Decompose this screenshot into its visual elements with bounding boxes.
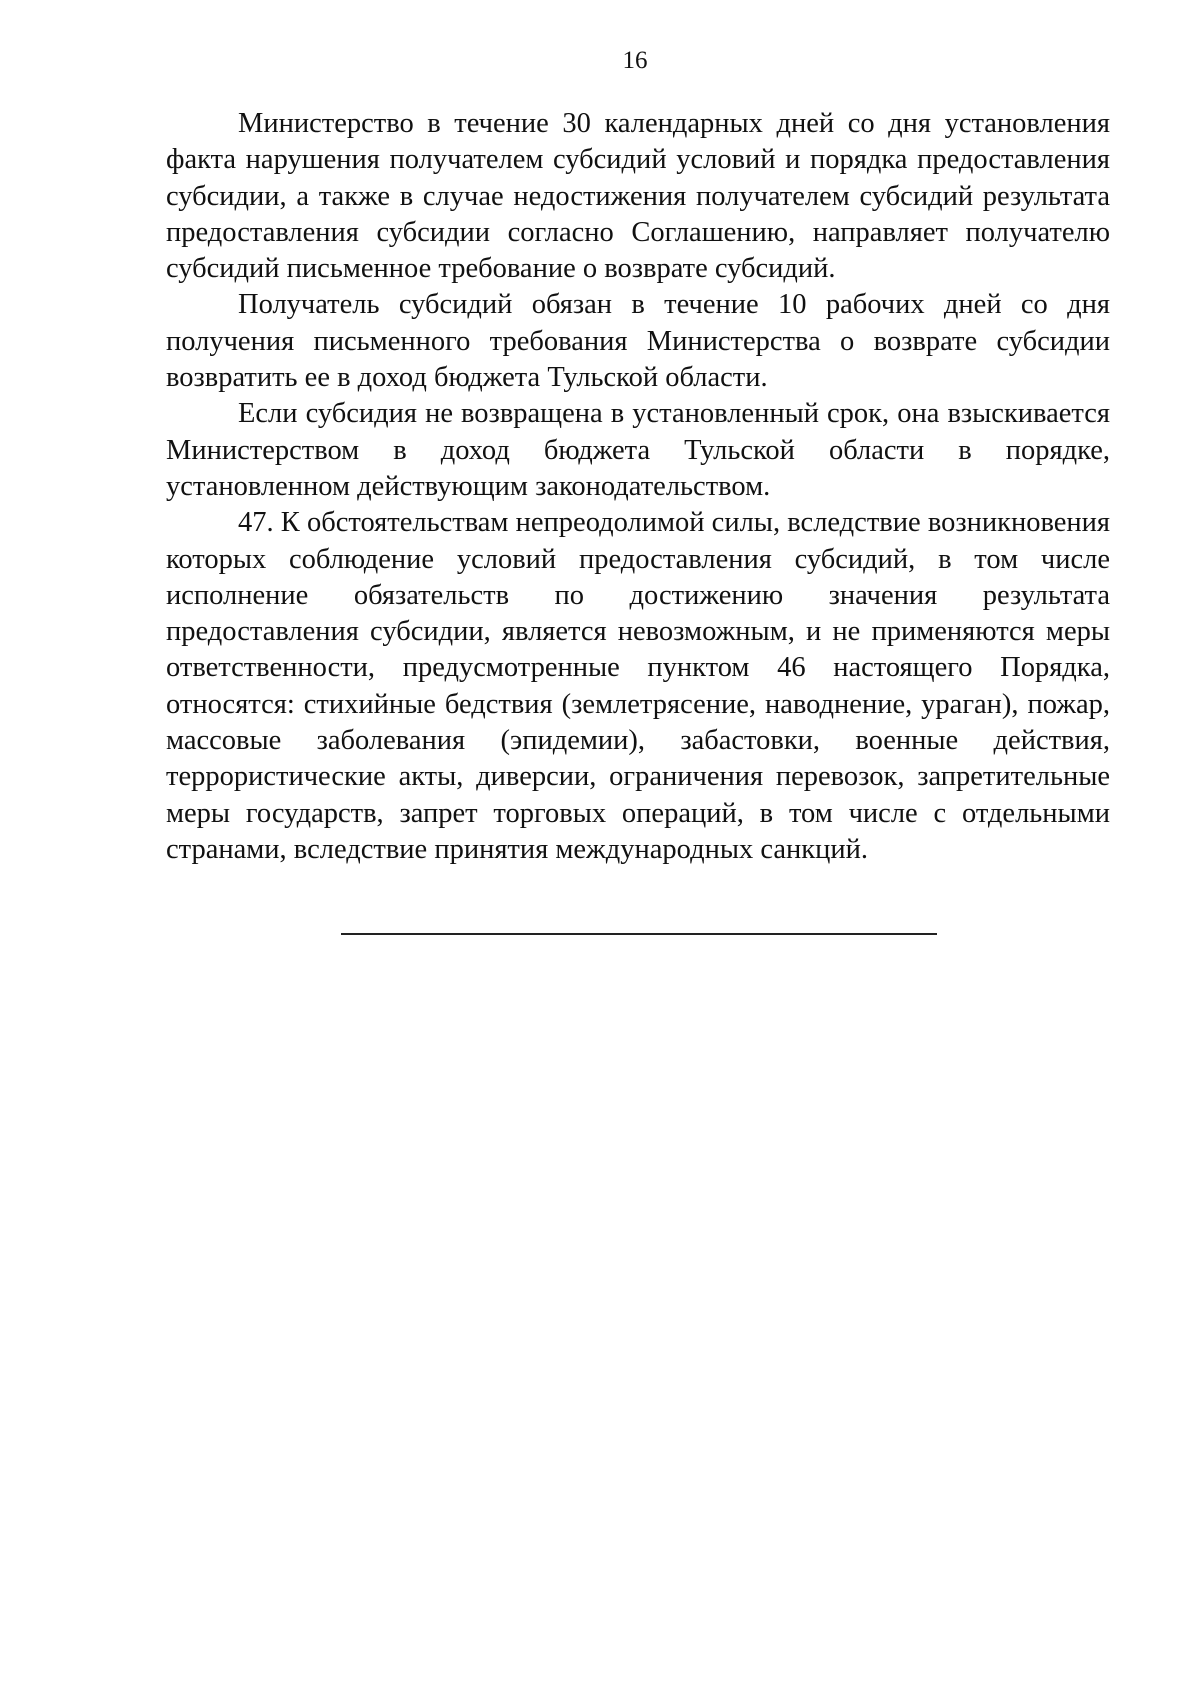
paragraph-force-majeure: 47. К обстоятельствам непреодолимой силы, вследствие возникновения которых соблюдение условий предоставления субсидий, в том числе исполнение обязательств по достижению значения результата предоставления субсидии, является невозможным, и не применяются меры ответственности, предусмотренные пунктом 46 настоящего Порядка, относятся: стихийные бедствия (землетрясение, наводнение, ураган), пожар, массовые заболевания (эпидемии), забастовки, военные действия, террористические акты, диверсии, ограничения перевозок, запретительные меры государств, запрет торговых операций, в том числе с отдельными странами, вследствие принятия международных санкций.	[166, 507, 1110, 865]
page-number: 16	[622, 47, 648, 74]
paragraph-recipient-obligation: Получатель субсидий обязан в течение 10 рабочих дней со дня получения письменного требования Министерства о возврате субсидии возвратить ее в доход бюджета Тульской области.	[166, 289, 1110, 394]
end-of-document-rule	[341, 933, 937, 935]
document-body	[166, 106, 1110, 868]
paragraph-ministry-refund-demand: Министерство в течение 30 календарных дней со дня установления факта нарушения получателем субсидий условий и порядка предоставления субсидии, а также в случае недостижения получателем субсидий результата предоставления субсидии согласно Соглашению, направляет получателю субсидий письменное требование о возврате субсидий.	[166, 108, 1110, 285]
paragraph-recovery-procedure: Если субсидия не возвращена в установленный срок, она взыскивается Министерством в доход бюджета Тульской области в порядке, установленном действующим законодательством.	[166, 398, 1110, 502]
